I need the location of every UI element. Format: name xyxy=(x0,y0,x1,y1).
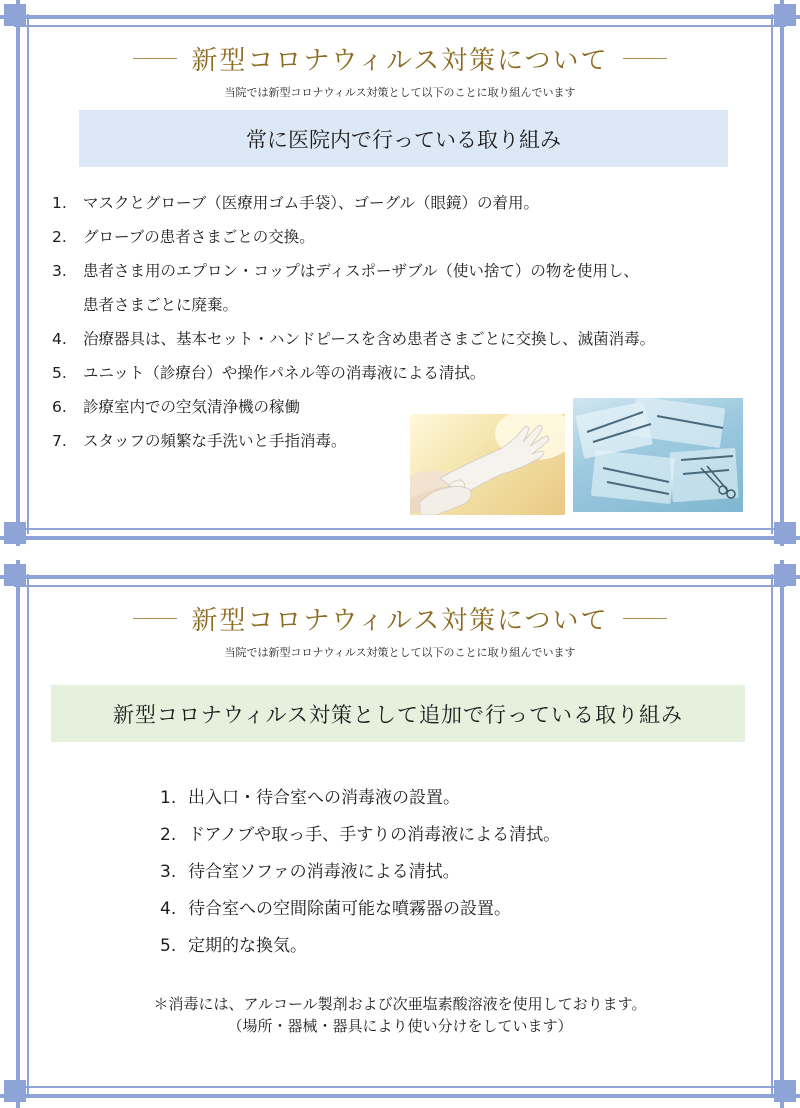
list-item-number: 1. xyxy=(160,788,177,808)
list-item-text: スタッフの頻繁な手洗いと手指消毒。 xyxy=(83,432,347,450)
list-item xyxy=(160,854,560,891)
page-title: 新型コロナウィルス対策について xyxy=(191,606,609,636)
list-item-text: 患者さまごとに廃棄。 xyxy=(83,296,239,314)
list-item-text: 患者さま用のエプロン・コップはディスポーザブル（使い捨て）の物を使用し、 xyxy=(83,262,639,280)
list-item-text: マスクとグローブ（医療用ゴム手袋）、ゴーグル（眼鏡）の着用。 xyxy=(83,194,540,212)
section-banner-additional: 新型コロナウィルス対策として追加で行っている取り組み xyxy=(51,685,745,742)
page-subtitle: 当院では新型コロナウィルス対策として以下のことに取り組んでいます xyxy=(224,646,576,659)
list-item-number: 6. xyxy=(52,398,67,416)
frame-corner-bottom-right xyxy=(774,522,796,544)
heading-row xyxy=(0,600,800,637)
list-item-number: 3. xyxy=(52,262,67,280)
frame-top-outer xyxy=(0,15,800,19)
frame-corner-top-right xyxy=(774,564,796,586)
frame-corner-bottom-right xyxy=(774,1080,796,1102)
frame-corner-bottom-left xyxy=(4,522,26,544)
list-item-number: 4. xyxy=(160,899,177,919)
gloved-hands-photo xyxy=(410,414,565,515)
list-item xyxy=(160,928,560,965)
page-subtitle: 当院では新型コロナウィルス対策として以下のことに取り組んでいます xyxy=(224,86,576,99)
frame-bottom-outer xyxy=(0,536,800,540)
list-item xyxy=(52,220,655,254)
list-item-text: グローブの患者さまごとの交換。 xyxy=(83,228,315,246)
heading-rule-right xyxy=(623,618,667,619)
frame-top-inner xyxy=(14,585,786,587)
heading-rule-right xyxy=(623,58,667,59)
list-item-text: 治療器具は、基本セット・ハンドピースを含め患者さまごとに交換し、滅菌消毒。 xyxy=(83,330,656,348)
frame-corner-bottom-left xyxy=(4,1080,26,1102)
heading-rule-left xyxy=(133,58,177,59)
heading-row xyxy=(0,40,800,77)
footnote-line-1: ＊消毒には、アルコール製剤および次亜塩素酸溶液を使用しております。 xyxy=(153,995,647,1013)
list-item-number: 1. xyxy=(52,194,67,212)
frame-top-inner xyxy=(14,25,786,27)
list-item xyxy=(160,817,560,854)
list-item-text: ドアノブや取っ手、手すりの消毒液による清拭。 xyxy=(188,825,561,845)
list-item-text: 診療室内での空気清浄機の稼働 xyxy=(83,398,301,416)
frame-corner-top-right xyxy=(774,4,796,26)
list-item-number: 4. xyxy=(52,330,67,348)
list-item-number: 5. xyxy=(160,936,177,956)
list-item xyxy=(160,780,560,817)
list-item-text: 定期的な換気。 xyxy=(188,936,307,956)
page-title: 新型コロナウィルス対策について xyxy=(191,46,609,76)
frame-right-outer xyxy=(780,0,784,546)
section-banner-ongoing: 常に医院内で行っている取り組み xyxy=(79,110,728,167)
list-item xyxy=(52,254,655,288)
frame-corner-top-left xyxy=(4,564,26,586)
list-item xyxy=(52,356,655,390)
instruments-illustration xyxy=(573,398,743,512)
list-item-text: 出入口・待合室への消毒液の設置。 xyxy=(188,788,460,808)
list-item-number: 2. xyxy=(52,228,67,246)
frame-left-outer xyxy=(16,0,20,546)
glove-illustration xyxy=(410,414,565,515)
list-item xyxy=(52,322,655,356)
list-item xyxy=(160,891,560,928)
frame-bottom-inner xyxy=(14,1086,786,1088)
frame-corner-top-left xyxy=(4,4,26,26)
heading-rule-left xyxy=(133,618,177,619)
list-item-text: 待合室ソファの消毒液による清拭。 xyxy=(188,862,460,882)
list-item-number: 2. xyxy=(160,825,177,845)
list-item-text: ユニット（診療台）や操作パネル等の消毒液による清拭。 xyxy=(83,364,486,382)
infection-control-panel-1 xyxy=(0,0,800,546)
frame-bottom-inner xyxy=(14,528,786,530)
list-item-number: 5. xyxy=(52,364,67,382)
list-item-number: 7. xyxy=(52,432,67,450)
frame-top-outer xyxy=(0,575,800,579)
list-item-text: 待合室への空間除菌可能な噴霧器の設置。 xyxy=(188,899,511,919)
sterilized-instruments-photo xyxy=(573,398,743,512)
list-item xyxy=(52,186,655,220)
additional-measures-list xyxy=(160,780,560,965)
list-item-continuation xyxy=(52,288,655,322)
footnote-line-2: （場所・器械・器具により使い分けをしています） xyxy=(227,1017,573,1035)
list-item-number: 3. xyxy=(160,862,177,882)
list-item-number xyxy=(52,288,83,322)
frame-bottom-outer xyxy=(0,1094,800,1098)
disinfectant-footnote xyxy=(0,993,800,1037)
